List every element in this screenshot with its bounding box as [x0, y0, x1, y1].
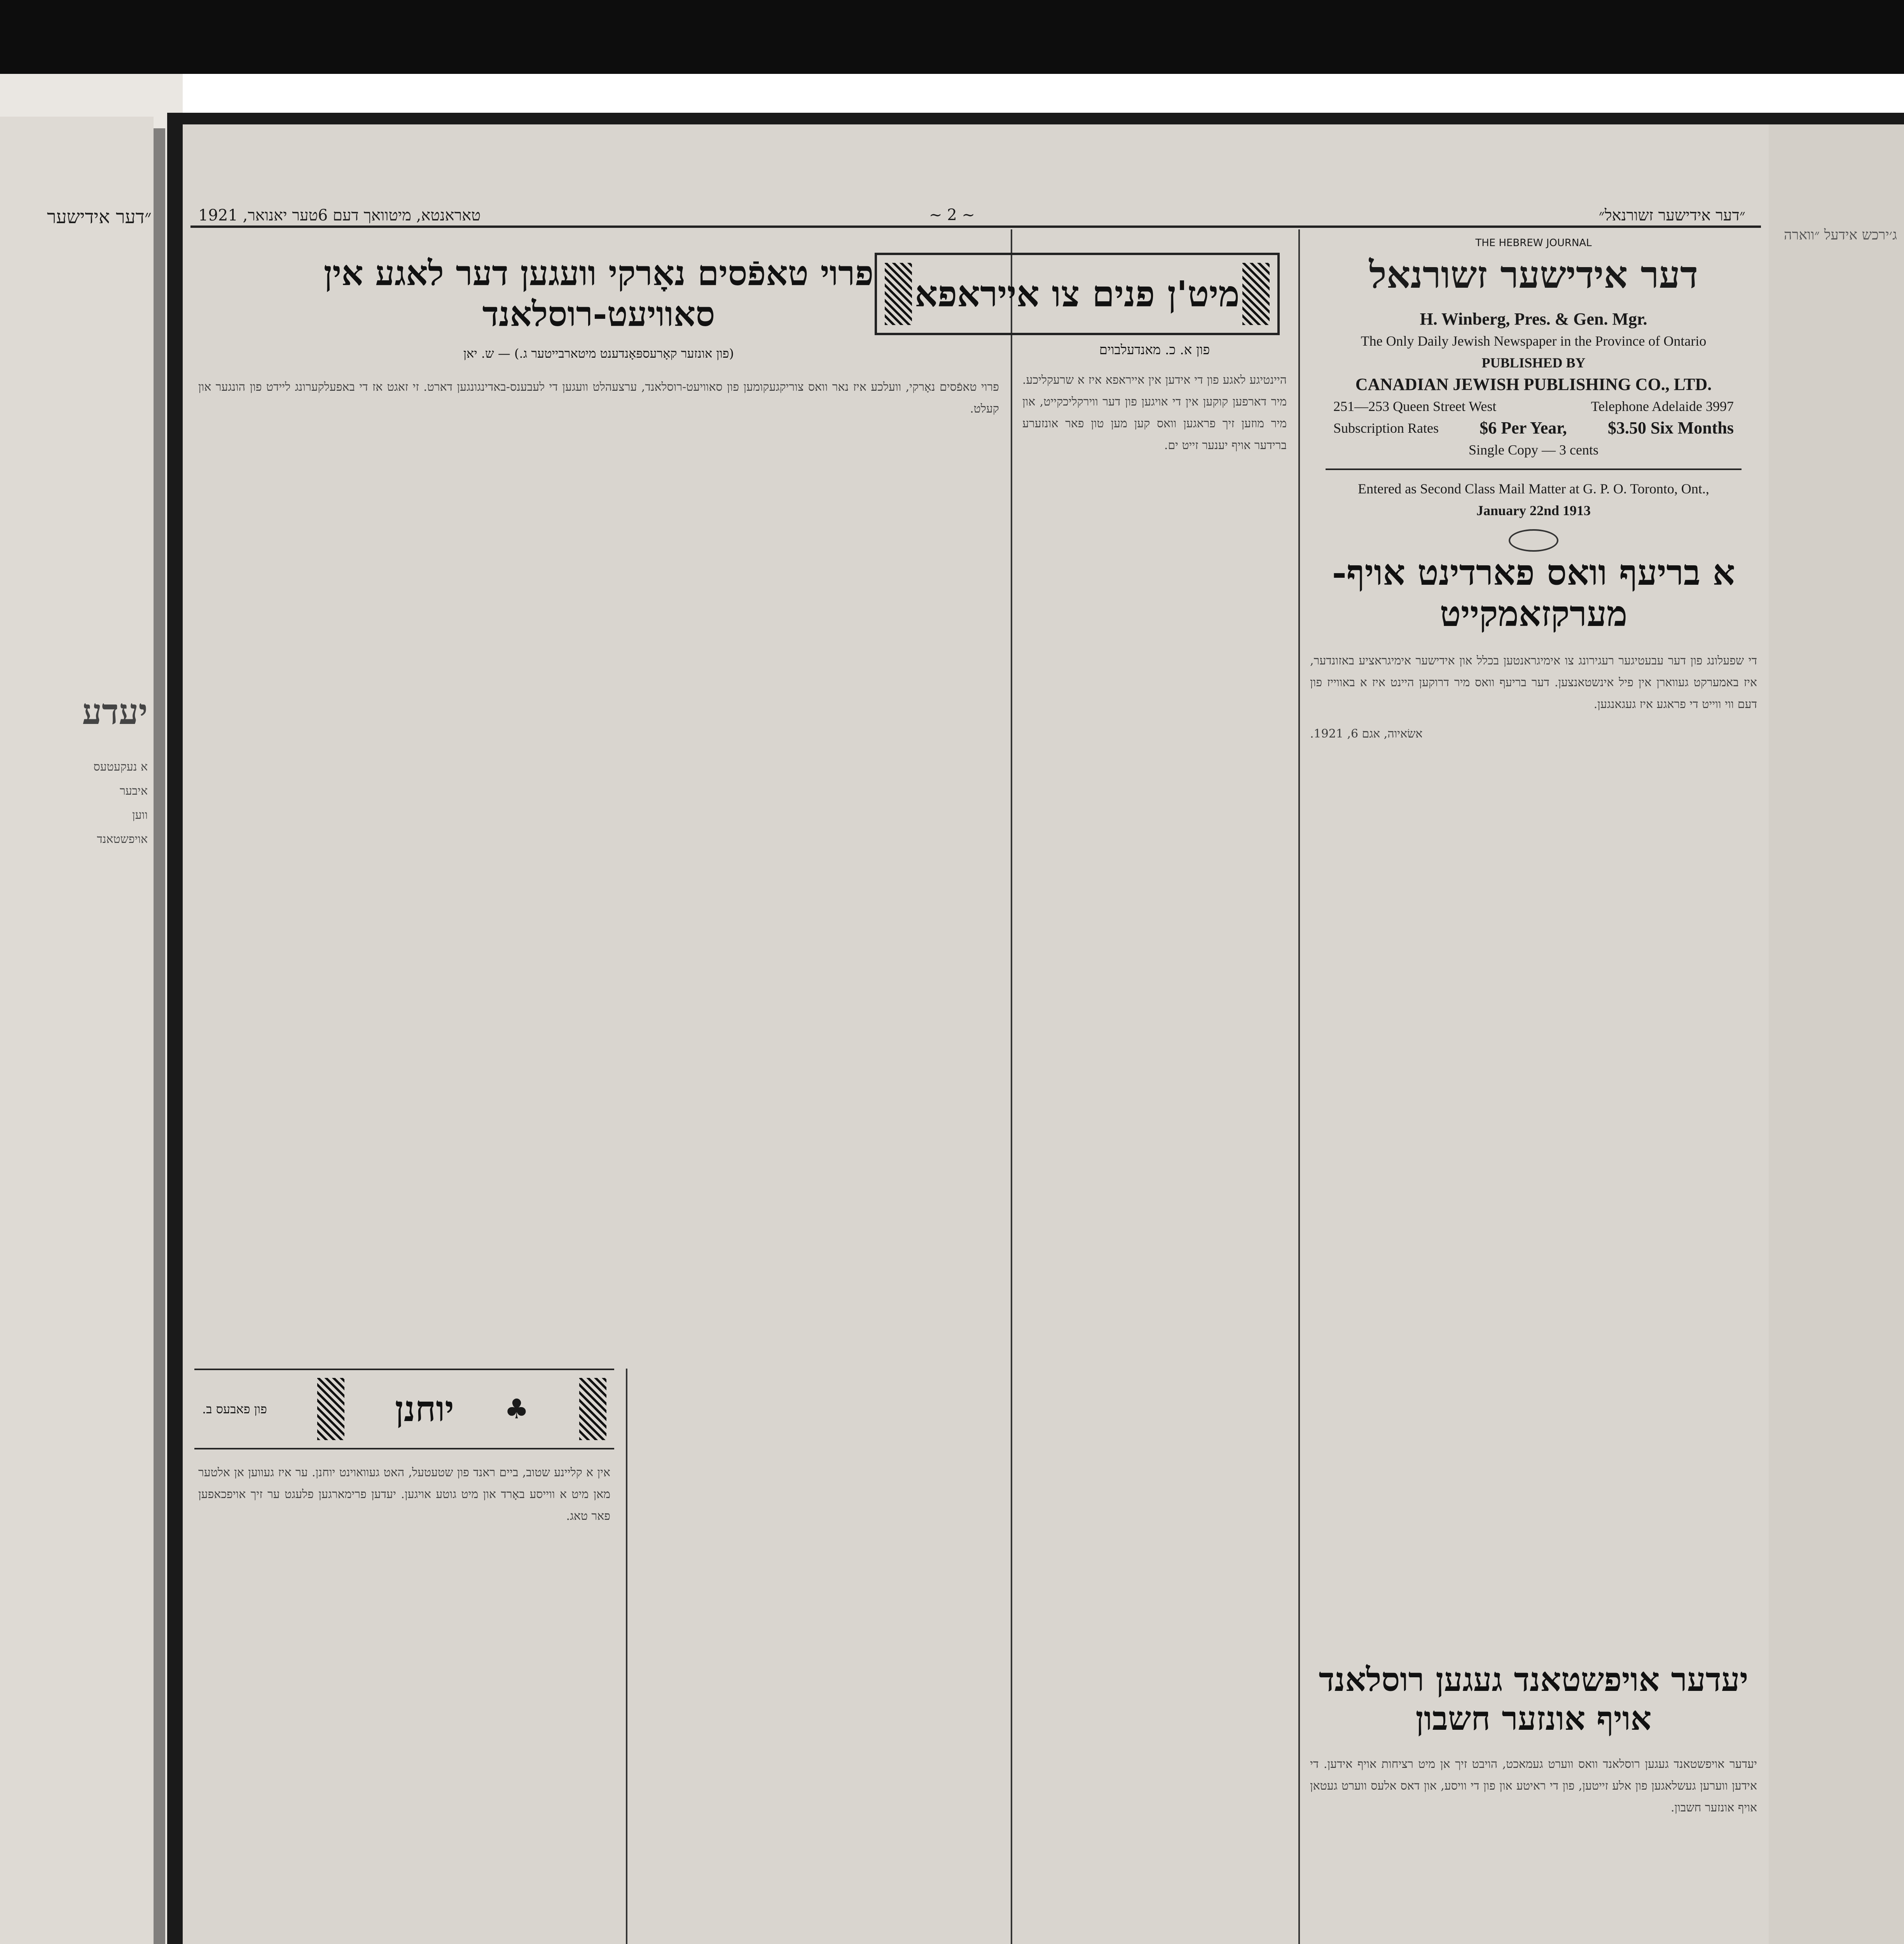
subscription-label: Subscription Rates — [1333, 420, 1439, 436]
column-rule — [1298, 229, 1300, 1944]
article-a1-body: די שפעלונג פון דער עבעטיגער רעגירונג צו אימיגראנטען בכלל און אידישער אימיגראציע באזונדער, איז באמערקט געווארן אין פיל אינשטאנצען. דער בריעף וואס מיר דרוקען היינט איז א באווייז פון דעם ווי ווייט די פראגע איז געגאנגען. — [1310, 654, 1757, 711]
left-page-column — [4, 691, 148, 851]
rate-year: $6 Per Year, — [1480, 418, 1567, 437]
running-head-date: טאראנטא, מיטוואך דעם 6טער יאנואר, 1921 — [198, 206, 481, 224]
rates-row — [1310, 417, 1757, 439]
newspaper-page — [183, 124, 1769, 1944]
article-a4-body: פרוי טאפֿסים נאָרקי, וועלכע איז נאר וואס צוריקגעקומען פון סאוויעט-רוסלאנד, ערצעהלט וועגען די לעבענס-באדינגונגען דארט. זי זאגט אז די באפעלקערונג ליידט פון הונגער און קעלט. — [198, 380, 999, 416]
left-fragment: יעדע — [82, 691, 148, 732]
entered-notice: Entered as Second Class Mail Matter at G. P. O. Toronto, Ont., — [1358, 481, 1709, 496]
article-a3-byline: פון א. כ. מאנדעלבוים — [1099, 342, 1210, 358]
nameplate: דער אידישער זשורנאל — [1369, 253, 1698, 297]
left-fragment: ווען — [132, 808, 148, 822]
article-a4-headline: פרוי טאפֿסים נאָרקי וועגען דער לאגע אין — [323, 253, 874, 293]
running-head-page-number: ~ 2 ~ — [929, 206, 975, 224]
column-rule — [626, 1369, 627, 1944]
gutter-shadow — [154, 128, 165, 1944]
article-a4 — [198, 253, 999, 420]
left-page-fragment — [0, 117, 154, 1944]
left-fragment: א נעקעטעס — [93, 760, 148, 774]
publication-details — [1310, 308, 1757, 552]
left-fragment: איבער — [119, 784, 148, 798]
address-row — [1310, 395, 1757, 417]
article-a1-headline-2: מערקזאמקייט — [1439, 593, 1628, 635]
single-copy: Single Copy — 3 cents — [1469, 442, 1598, 458]
address: 251—253 Queen Street West — [1333, 399, 1497, 414]
telephone: Telephone Adelaide 3997 — [1591, 399, 1734, 414]
article-a1-signoff: אשׂאיוה, אגם 6, 1921. — [1310, 727, 1423, 741]
manager-line: H. Winberg, Pres. & Gen. Mgr. — [1420, 309, 1647, 329]
article-a3-body: היינטיגע לאגע פון די אידען אין אייראפא איז א שרעקליכע. מיר דארפען קוקען אין די אויגען פון דער ווירקליכקייט, און מיר מוזען זיך פראגען וואס קען מען טון פאר אונזערע ברידער אויף יענער זייט ים. — [1022, 373, 1287, 452]
article-a5-title-box — [194, 1369, 614, 1449]
article-a1 — [1310, 552, 1757, 745]
scan-top-border — [0, 0, 1904, 74]
article-a5-byline: פון פאבעס ב. — [202, 1402, 267, 1416]
article-a5-body: אין א קליינע שטוב, ביים ראנד פון שטעטעל, האט געוואוינט יוחנן. ער איז געווען אן אלטער מאן מיט א ווייסע באָרד און מיט גוטע אויגען. יעדען פרימארגען פלעגט ער זיך אויפכאפען פאר טאג. — [198, 1466, 610, 1523]
running-head-title: ״דער אידישער זשורנאל״ — [1598, 206, 1745, 224]
publication-info-box — [1310, 237, 1757, 552]
column-rule — [1011, 229, 1012, 1944]
masthead-rule — [190, 226, 1761, 228]
published-by: PUBLISHED BY — [1481, 355, 1586, 371]
article-a2-headline-2: אויף אונזער חשבון — [1415, 1699, 1652, 1738]
english-journal-label: THE HEBREW JOURNAL — [1475, 237, 1592, 249]
ornament-icon — [317, 1378, 344, 1440]
union-label-icon — [1509, 529, 1558, 552]
article-a4-note: (פון אונזער קאָרעספּאָנדענט מיטארבייטער ג.) — ש. יאן — [463, 346, 734, 361]
tagline: The Only Daily Jewish Newspaper in the Province of Ontario — [1361, 333, 1707, 349]
article-a4-headline-2: סאוויעט-רוסלאנד — [482, 294, 715, 334]
left-fragment: אויפשטאנד — [97, 832, 148, 846]
article-a3-headline: מיט'ן פנים צו אייראפא — [915, 273, 1240, 315]
article-a2 — [1310, 1660, 1757, 1819]
rate-six-months: $3.50 Six Months — [1608, 418, 1734, 437]
article-a5-headline: יוחנן — [395, 1388, 454, 1430]
left-page-running-head: ״דער אידישער — [47, 206, 152, 228]
entered-date: January 22nd 1913 — [1476, 503, 1591, 518]
ornament-icon — [1242, 263, 1270, 325]
next-page-running-head: ג׳ירכש אידעל ״ווארה — [1784, 227, 1897, 243]
article-a1-headline: א בריעף וואס פארדינט אויף- — [1332, 552, 1735, 593]
article-a2-headline: יעדער אויפשטאנד געגען רוסלאנד — [1319, 1660, 1749, 1699]
ornament-icon — [579, 1378, 606, 1440]
article-a2-body: יעדער אויפשטאנד געגען רוסלאנד וואס ווערט געמאכט, הויבט זיך אן מיט רציחות אויף אידען. די אידען ווערען געשלאגען פון אלע זייטען, פון די ראיטע און פון די וויסע, און דאס אלעס ווערט געטאן אויף אונזער חשבון. — [1310, 1757, 1757, 1815]
article-a3 — [1022, 342, 1287, 456]
divider — [1326, 469, 1742, 470]
article-a5 — [198, 1462, 610, 1527]
next-page-fragment — [1769, 124, 1904, 1944]
clover-icon: ♣ — [504, 1393, 529, 1425]
publisher-name: CANADIAN JEWISH PUBLISHING CO., LTD. — [1355, 375, 1712, 394]
